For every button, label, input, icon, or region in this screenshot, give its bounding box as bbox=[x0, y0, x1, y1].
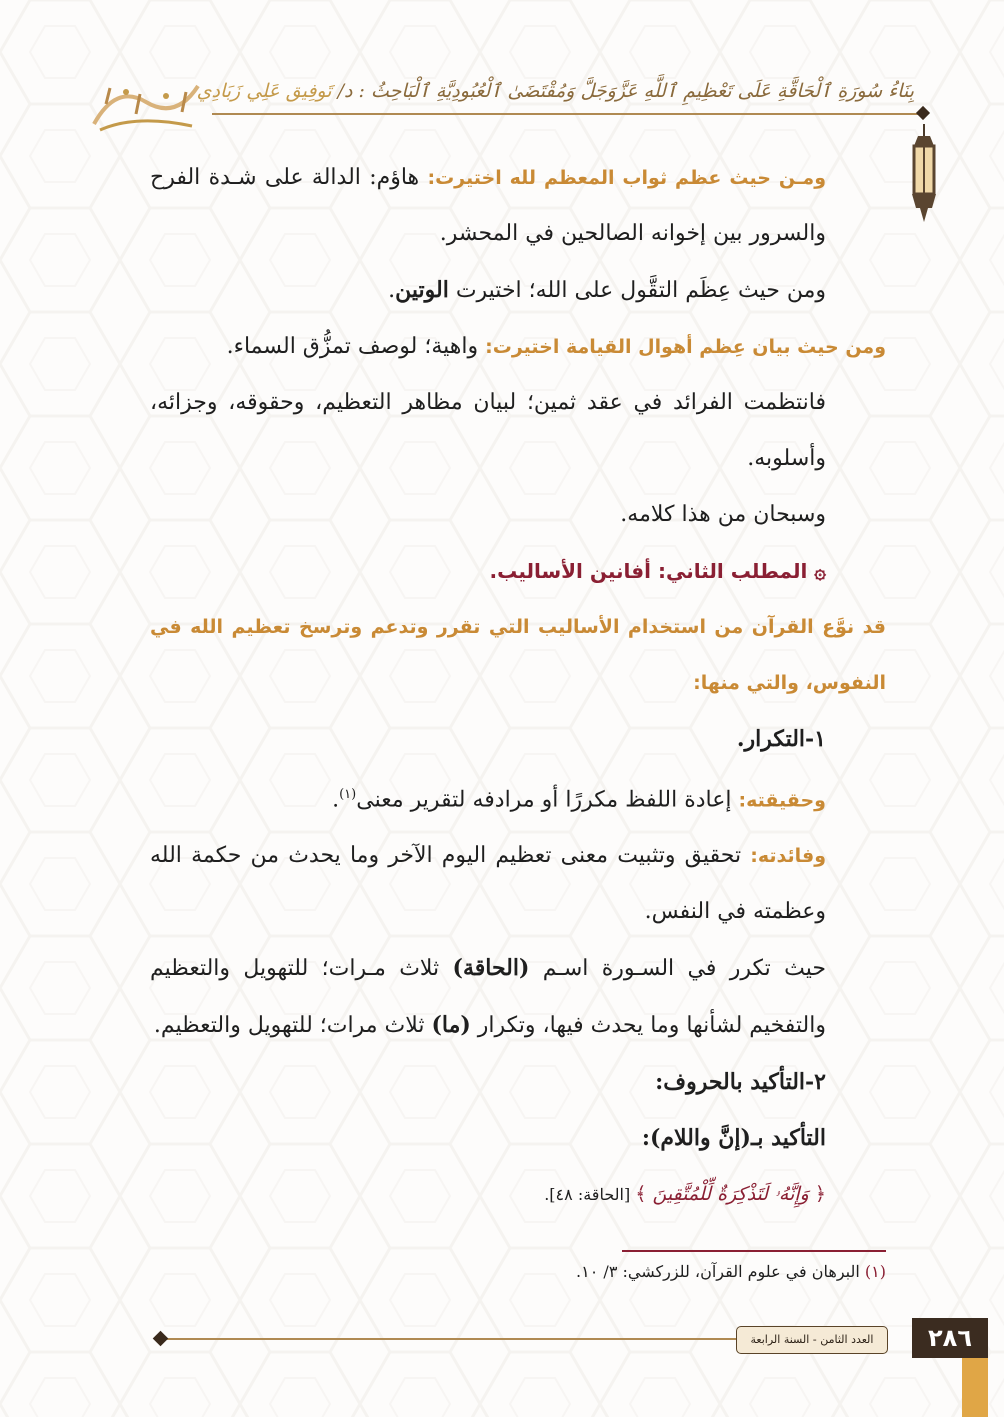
journal-logo bbox=[86, 74, 206, 136]
paragraph-pearls: فانتظمت الفرائد في عقد ثمين؛ لبيان مظاهر التعظيم، وحقوقه، وجزائه، وأسلوبه. bbox=[150, 390, 826, 471]
verse-reference: [الحاقة: ٤٨]. bbox=[544, 1185, 636, 1205]
text-repetition-c: ثلاث مرات؛ للتهويل والتعظيم. bbox=[153, 1013, 432, 1039]
subheading-inna: التأكيد بـ(إنَّ واللام): bbox=[641, 1125, 826, 1152]
item2-heading: ٢-التأكيد بالحروف: bbox=[655, 1069, 826, 1096]
footnote-number: (١) bbox=[864, 1262, 886, 1281]
word-ma: (ما) bbox=[431, 1012, 471, 1039]
verse-bracket-close: ﴾ bbox=[635, 1183, 647, 1206]
paragraph-glory: وسبحان من هذا كلامه. bbox=[620, 502, 826, 527]
running-header bbox=[196, 80, 914, 102]
label-benefit: وفائدته: bbox=[750, 845, 826, 868]
paragraph-fabrication bbox=[150, 262, 886, 319]
verse-bracket-open: ﴿ bbox=[814, 1183, 826, 1206]
period: . bbox=[332, 787, 340, 813]
paragraph-horrors bbox=[150, 319, 886, 375]
page-edge-tab bbox=[962, 1358, 988, 1417]
text-repetition-b: ثلاث مـرات؛ للتهويل والتعظيم والتفخيم لشأنها وما يحدث فيها، وتكرار bbox=[150, 956, 826, 1039]
section-intro: قد نوَّع القرآن من استخدام الأساليب التي تقرر وتدعم وترسخ تعظيم الله في النفوس، والتي منها: bbox=[150, 616, 886, 694]
word-alwatin: الوتين bbox=[395, 277, 449, 303]
paragraph-reward bbox=[150, 150, 886, 262]
word-alhaqqa: (الحاقة) bbox=[452, 955, 530, 982]
label-definition: وحقيقته: bbox=[738, 789, 826, 812]
paragraph-repetition bbox=[150, 940, 886, 1054]
text-definition: إعادة اللفظ مكررًا أو مرادفه لتقرير معنى bbox=[356, 787, 739, 813]
page-number: ٢٨٦ bbox=[912, 1318, 988, 1358]
paragraph-benefit bbox=[150, 828, 886, 940]
text-repetition-a: حيث تكرر في السـورة اسـم bbox=[529, 956, 826, 982]
header-author: تَوفِيق عَلِي زَبَادِي bbox=[196, 80, 332, 102]
quran-verse: وَإِنَّهُۥ لَتَذْكِرَةٌ لِّلْمُتَّقِينَ bbox=[646, 1183, 815, 1206]
lantern-icon bbox=[906, 124, 942, 224]
text-horrors: واهية؛ لوصف تمزُّق السماء. bbox=[226, 334, 486, 359]
label-horrors: ومن حيث بيان عِظم أهوال القيامة اختيرت: bbox=[485, 336, 886, 358]
text-reward: هاؤم: الدالة على شـدة الفرح والسرور بين إخوانه الصالحين في المحشر. bbox=[150, 165, 826, 246]
header-title-text: بِنَاءُ سُورَةِ ٱلْحَاقَّةِ عَلَى تَعْظِيمِ ٱللَّهِ عَزَّوَجَلَّ وَمُقْتَضَىٰ ٱلْعُبُودِيَّةِ ٱلْبَاحِثُ : د/ bbox=[337, 80, 914, 102]
period: . bbox=[388, 278, 396, 303]
verse-line bbox=[150, 1166, 886, 1223]
section-heading: ۞ المطلب الثاني: أفانين الأساليب. bbox=[489, 559, 826, 583]
text-benefit: تحقيق وتثبيت معنى تعظيم اليوم الآخر وما يحدث من حكمة الله وعظمته في النفس. bbox=[150, 843, 826, 925]
text-fabrication: ومن حيث عِظَم التقَّول على الله؛ اختيرت bbox=[448, 278, 826, 303]
paragraph-definition bbox=[150, 767, 886, 828]
footnote-divider bbox=[622, 1250, 886, 1252]
footer-rule bbox=[160, 1338, 736, 1340]
footnote-text: البرهان في علوم القرآن، للزركشي: ٣/ ١٠. bbox=[576, 1262, 865, 1281]
footnote-ref[interactable]: (١) bbox=[339, 787, 357, 802]
article-body bbox=[150, 150, 886, 1223]
footnote bbox=[500, 1262, 886, 1281]
label-reward: ومـن حيث عظم ثواب المعظم لله اختيرت: bbox=[427, 167, 826, 189]
item1-heading: ١-التكرار. bbox=[736, 726, 826, 752]
issue-label: العدد الثامن - السنة الرابعة bbox=[736, 1326, 888, 1354]
header-rule bbox=[212, 113, 920, 115]
